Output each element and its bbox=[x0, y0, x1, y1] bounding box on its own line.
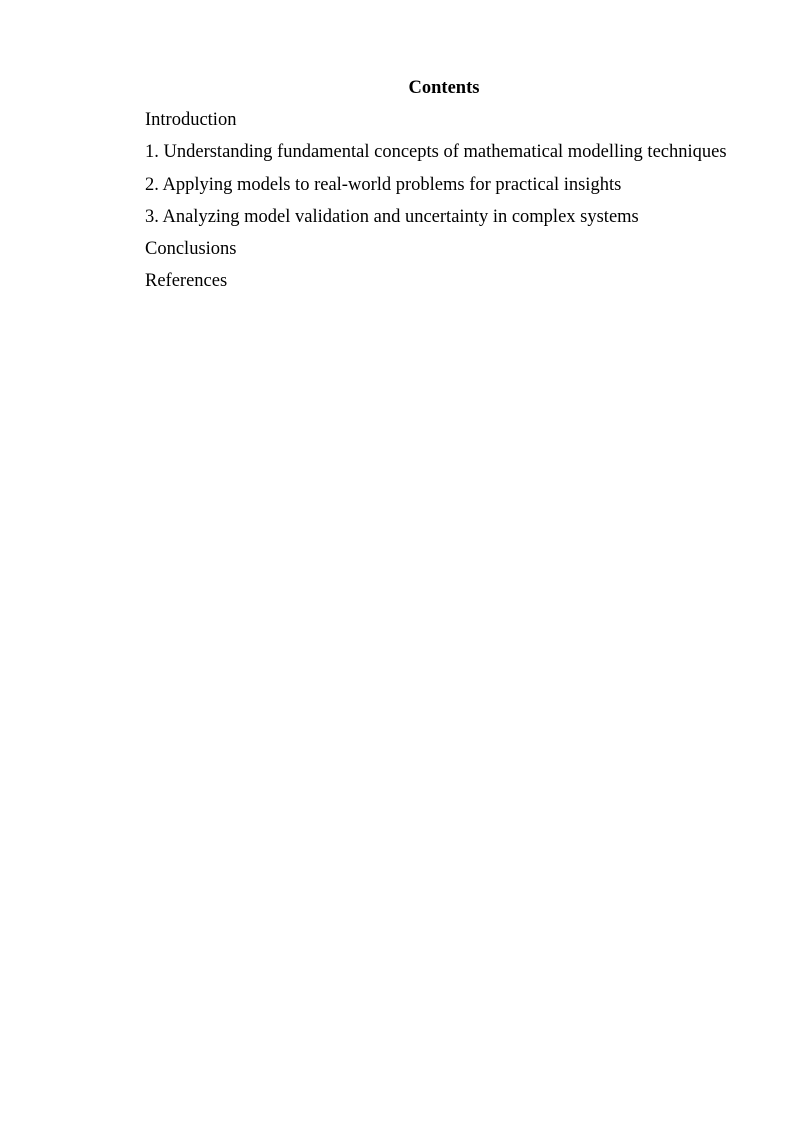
toc-item-introduction: Introduction bbox=[145, 110, 237, 130]
table-of-contents bbox=[145, 108, 727, 302]
toc-item-section-2: 2. Applying models to real-world problems for practical insights bbox=[145, 174, 622, 195]
toc-item-references: References bbox=[145, 271, 228, 292]
toc-title: Contents bbox=[408, 78, 480, 98]
toc-item-section-1: 1. Understanding fundamental concepts of mathematical modelling techniques bbox=[145, 142, 727, 163]
toc-item-section-3: 3. Analyzing model validation and uncertainty in complex systems bbox=[145, 206, 639, 227]
toc-item-conclusions: Conclusions bbox=[145, 239, 237, 260]
